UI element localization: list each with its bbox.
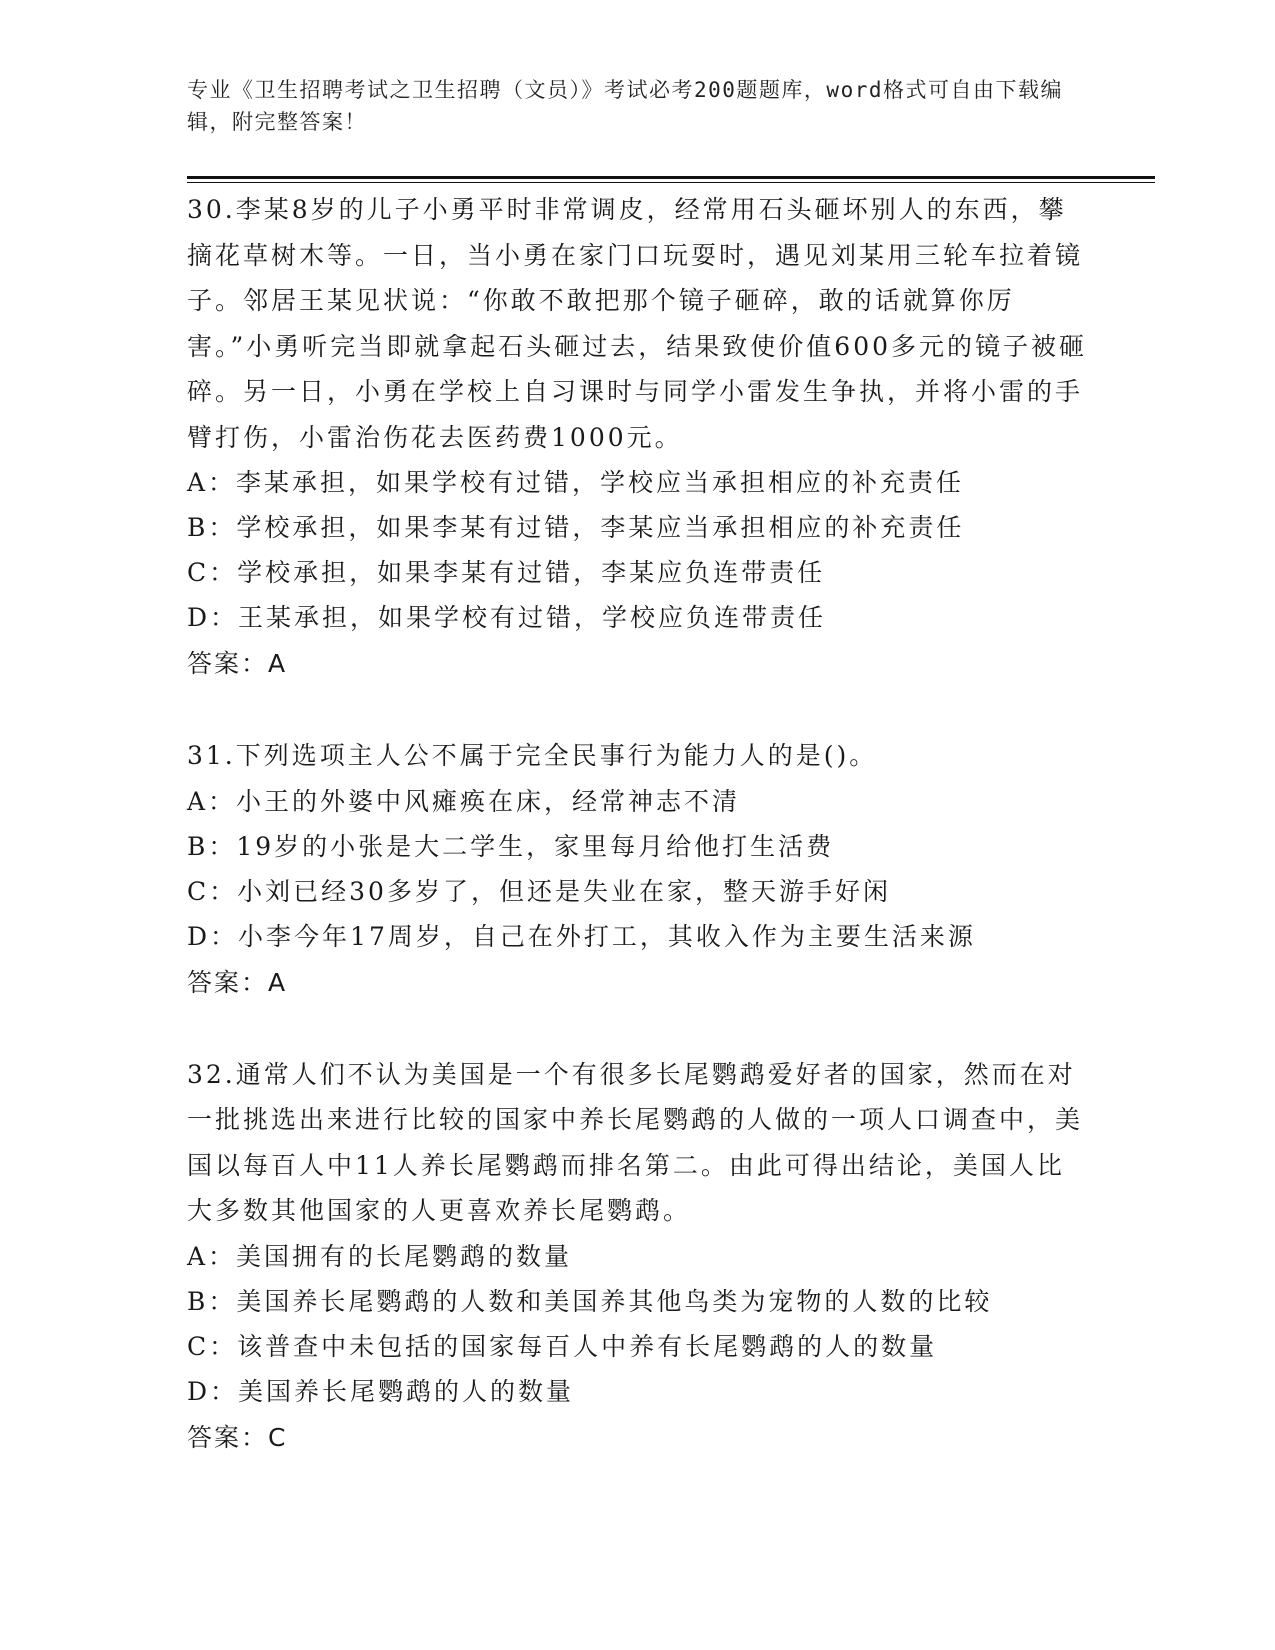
option-b: B：美国养长尾鹦鹉的人数和美国养其他鸟类为宠物的人数的比较 (187, 1286, 993, 1316)
question-31 (187, 733, 1087, 1006)
option-d: D：美国养长尾鹦鹉的人的数量 (187, 1376, 575, 1406)
option-c: C：该普查中未包括的国家每百人中养有长尾鹦鹉的人的数量 (187, 1331, 938, 1361)
question-list (187, 187, 1087, 1507)
option-a: A：李某承担，如果学校有过错，学校应当承担相应的补充责任 (187, 468, 965, 497)
option-d: D：王某承担，如果学校有过错，学校应负连带责任 (187, 603, 827, 632)
option-a: A：美国拥有的长尾鹦鹉的数量 (187, 1241, 573, 1271)
answer: 答案：A (187, 967, 288, 997)
option-b: B：19岁的小张是大二学生，家里每月给他打生活费 (187, 831, 835, 861)
question-stem: 31.下列选项主人公不属于完全民事行为能力人的是()。 (187, 741, 878, 770)
option-b: B：学校承担，如果李某有过错，李某应当承担相应的补充责任 (187, 513, 965, 542)
question-30 (187, 187, 1087, 687)
question-32 (187, 1052, 1087, 1461)
answer: 答案：A (187, 649, 288, 678)
option-c: C：小刘已经30多岁了，但还是失业在家，整天游手好闲 (187, 876, 891, 906)
answer: 答案：C (187, 1422, 288, 1452)
question-stem: 30.李某8岁的儿子小勇平时非常调皮，经常用石头砸坏别人的东西，攀摘花草树木等。一日，当小勇在家门口玩耍时，遇见刘某用三轮车拉着镜子。邻居王某见状说：“你敢不敢把那个镜子砸碎，敢的话就算你厉害。”小勇听完当即就拿起石头砸过去，结果致使价值600多元的镜子被砸碎。另一日，小勇在学校上自习课时与同学小雷发生争执，并将小雷的手臂打伤，小雷治伤花去医药费1000元。 (187, 195, 1088, 452)
page-header: 专业《卫生招聘考试之卫生招聘（文员）》考试必考200题题库，word格式可自由下载编辑，附完整答案！ (187, 78, 1063, 134)
option-c: C：学校承担，如果李某有过错，李某应负连带责任 (187, 558, 826, 587)
option-a: A：小王的外婆中风瘫痪在床，经常神志不清 (187, 786, 741, 816)
question-stem: 32.通常人们不认为美国是一个有很多长尾鹦鹉爱好者的国家，然而在对一批挑选出来进行比较的国家中养长尾鹦鹉的人做的一项人口调查中，美国以每百人中11人养长尾鹦鹉而排名第二。由此可得出结论，美国人比大多数其他国家的人更喜欢养长尾鹦鹉。 (187, 1059, 1084, 1225)
option-d: D：小李今年17周岁，自己在外打工，其收入作为主要生活来源 (187, 921, 976, 951)
header-divider (187, 176, 1155, 183)
